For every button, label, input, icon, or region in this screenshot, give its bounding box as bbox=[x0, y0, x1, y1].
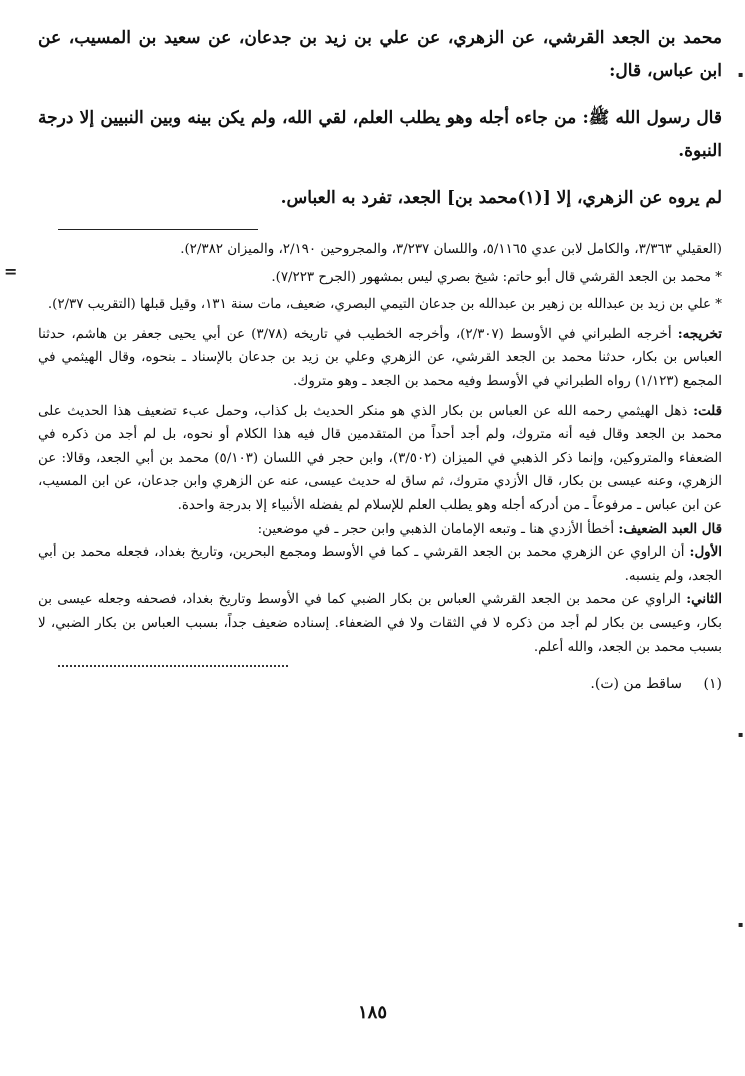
first-label: الأول: bbox=[689, 544, 722, 561]
notes-section bbox=[38, 238, 722, 659]
page-number: ١٨٥ bbox=[357, 1002, 387, 1023]
abd-paragraph bbox=[38, 518, 722, 542]
qult-paragraph bbox=[38, 400, 722, 518]
second-point-paragraph bbox=[38, 588, 722, 659]
qult-label: قلت: bbox=[693, 402, 722, 419]
abd-text: أخطأ الأزدي هنا ـ وتبعه الإمامان الذهبي وابن حجر ـ في موضعين: bbox=[257, 521, 619, 537]
footnote-text: ساقط من (ت). bbox=[590, 676, 682, 693]
second-label: الثاني: bbox=[686, 591, 722, 608]
second-text: الراوي عن محمد بن الجعد القرشي العباس بن بكار الضبي كما في الأوسط وتاريخ بغداد، فصحفه وجعله عيسى بن بكار، وعيسى بن بكار لم أجد من ذكره لا في الثقات ولا في الضعفاء. إسناده ضعيف جداً، بسبب العباس بن بكار الضبي، لا بسبب محمد بن الجعد، والله أعلم. bbox=[38, 592, 722, 655]
footnote-number: (١) bbox=[703, 676, 722, 693]
isnad-paragraph: محمد بن الجعد القرشي، عن الزهري، عن علي بن زيد بن جدعان، عن سعيد بن المسيب، عن ابن عباس، قال: bbox=[38, 28, 722, 81]
takhrij-paragraph bbox=[38, 323, 722, 394]
notes-separator bbox=[58, 229, 258, 230]
takhrij-label: تخريجه: bbox=[677, 325, 722, 342]
footnote-separator bbox=[58, 665, 288, 667]
abd-label: قال العبد الضعيف: bbox=[618, 520, 722, 537]
qult-text: ذهل الهيثمي رحمه الله عن العباس بن بكار الذي هو منكر الحديث بل كذاب، وحمل عبء تضعيف هذا الحديث على محمد بن الجعد وقال فيه أنه متروك، ولم أجد أحداً من المتقدمين قال فيه هذا الكلام أو نحوه، بل لم أجد من ذكره في الضعفاء والمتروكين، وإنما ذكر الذهبي في الميزان (٣/٥٠٢)، وابن حجر في اللسان (٥/١٠٣) محمد بن أبي الجعد، وقالا: عن الزهري، وعنه عيسى بن بكار، قال الأزدي متروك، ثم ساق له حديث عيسى، عنه عن الزهري وابن جدعان، عن ابن المسيب، عن ابن عباس ـ مرفوعاً ـ من أدركه أجله وهو يطلب العلم للإسلام لم يفضله الأنبياء إلا بدرجة واحدة. bbox=[38, 403, 723, 513]
main-text bbox=[38, 22, 722, 215]
first-point-paragraph bbox=[38, 541, 722, 588]
note-narrator-2: * علي بن زيد بن عبدالله بن زهير بن عبدالله بن جدعان التيمي البصري، ضعيف، مات سنة ١٣١، وقيل قبلها (التقريب ٢/٣٧). bbox=[47, 297, 722, 313]
takhrij-text: أخرجه الطبراني في الأوسط (٢/٣٠٧)، وأخرجه الخطيب في تاريخه (٣/٧٨) عن أبي يحيى جعفر بن هاشم، حدثنا العباس بن بكار، حدثنا محمد بن الجعد القرشي، عن الزهري وعلي بن زيد بن جدعان بالإسناد ـ بنحوه، وقال الهيثمي في المجمع (١/١٢٣) رواه الطبراني في الأوسط وفيه محمد بن الجعد ـ وهو متروك. bbox=[38, 326, 722, 389]
document-page bbox=[38, 22, 722, 697]
margin-dot-mark: ▪ bbox=[738, 730, 744, 739]
note-sources: (العقيلي ٣/٣٦٣، والكامل لابن عدي ٥/١١٦٥، واللسان ٣/٢٣٧، والمجروحين ٢/١٩٠، والميزان ٢/٣٨٢). bbox=[180, 242, 722, 257]
margin-dot-mark: ▪ bbox=[738, 920, 744, 929]
hadith-paragraph: قال رسول الله ﷺ: من جاءه أجله وهو يطلب العلم، لقي الله، ولم يكن بينه وبين النبيين إلا درجة النبوة. bbox=[38, 108, 722, 161]
margin-dot-mark: ▪ bbox=[738, 70, 744, 79]
comment-paragraph: لم يروه عن الزهري، إلا [(١)محمد بن] الجعد، تفرد به العباس. bbox=[280, 188, 722, 208]
first-text: أن الراوي عن الزهري محمد بن الجعد القرشي ـ كما في الأوسط ومجمع البحرين، وتاريخ بغداد، فجعله محمد بن أبي الجعد، ولم ينسبه. bbox=[38, 545, 722, 584]
note-narrator-1: * محمد بن الجعد القرشي قال أبو حاتم: شيخ بصري ليس بمشهور (الجرح ٧/٢٢٣). bbox=[271, 269, 722, 285]
continuation-equals-mark: = bbox=[4, 262, 18, 281]
footnote bbox=[38, 671, 722, 697]
